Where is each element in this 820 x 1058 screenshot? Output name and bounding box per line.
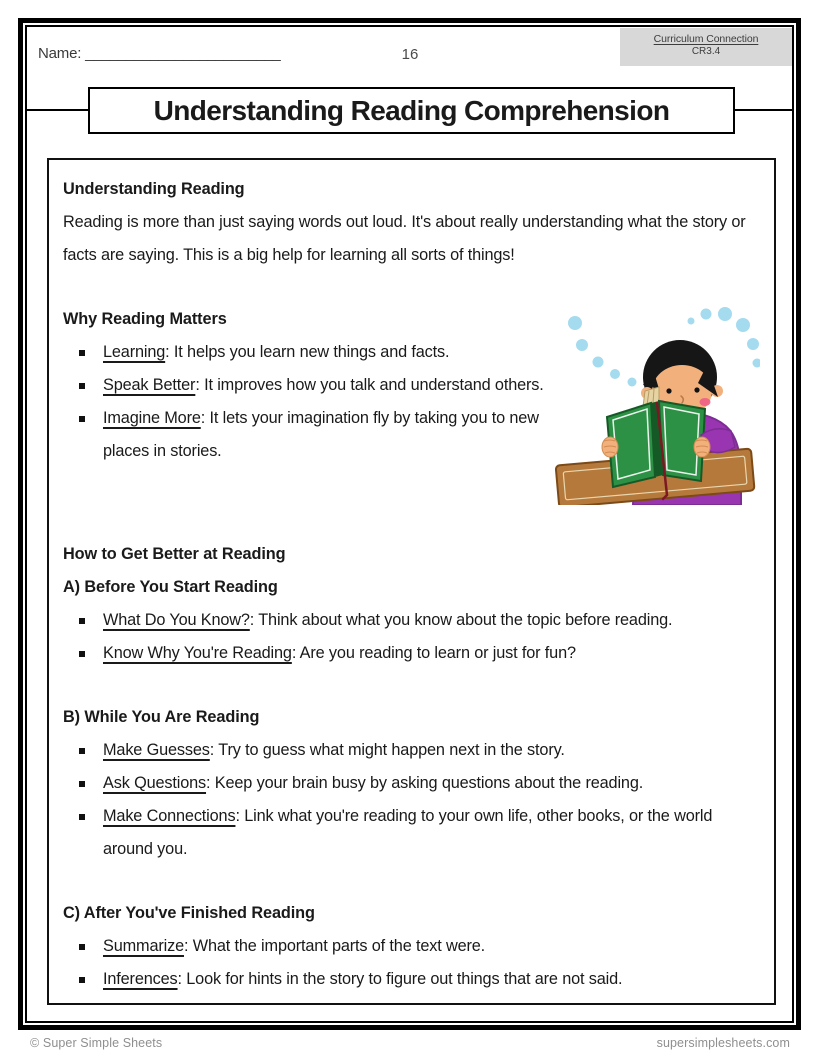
list-item [63,369,549,402]
why-section [63,303,760,468]
bullet-text: : Are you reading to learn or just for fun? [291,644,576,662]
spacer [63,670,760,701]
bullet-term: What Do You Know? [103,611,250,629]
bullet-text: : Try to guess what might happen next in the story. [209,741,565,759]
subsection-b-list [63,734,760,866]
list-item [63,963,760,996]
intro-heading: Understanding Reading [63,180,245,198]
bullet-text: : Link what you're reading to your own life, other books, or the world around you. [103,807,713,858]
intro-paragraph: Reading is more than just saying words out loud. It's about really understanding what the story or facts are saying. This is a big help for learning all sorts of things! [63,213,746,264]
bullet-text: : Look for hints in the story to figure out things that are not said. [177,970,623,988]
list-item [63,402,549,468]
curriculum-badge-code: CR3.4 [691,46,721,57]
why-heading: Why Reading Matters [63,310,227,328]
boy-reading-illustration [555,307,760,505]
bullet-term: Make Guesses [103,741,210,759]
subsection-a-heading: A) Before You Start Reading [63,578,278,596]
subsection-b-heading: B) While You Are Reading [63,708,260,726]
website-link[interactable]: supersimplesheets.com [656,1036,790,1050]
how-heading: How to Get Better at Reading [63,545,286,563]
bullet-text: : It improves how you talk and understand others. [195,376,544,394]
bullet-term: Learning [103,343,166,361]
spacer [63,507,760,538]
list-item [63,336,549,369]
bullet-term: Ask Questions [103,774,207,792]
page-number: 16 [401,46,419,63]
page-title [88,87,735,134]
subsection-c-heading: C) After You've Finished Reading [63,904,315,922]
page-title-text: Understanding Reading Comprehension [153,94,670,126]
bullet-text: : Think about what you know about the topic before reading. [249,611,673,629]
list-item [63,734,760,767]
name-label: Name: [38,45,82,62]
subsection-a-list [63,604,760,670]
spacer [63,272,760,303]
bullet-term: Summarize [103,937,184,955]
name-line [38,45,281,62]
bullet-term: Imagine More [103,409,201,427]
bullet-text: : What the important parts of the text were. [183,937,486,955]
bullet-term: Make Connections [103,807,236,825]
name-blank: ________________________ [85,45,281,62]
list-item [63,637,760,670]
content-box [47,158,776,1005]
spacer [63,866,760,897]
list-item [63,767,760,800]
bullet-term: Know Why You're Reading [103,644,292,662]
bullet-text: : It lets your imagination fly by taking you to new places in stories. [103,409,539,460]
list-item [63,800,760,866]
list-item [63,930,760,963]
subsection-c-list [63,930,760,996]
bullet-term: Speak Better [103,376,196,394]
page-footer [30,1036,790,1050]
bullet-text: : It helps you learn new things and facts. [165,343,450,361]
curriculum-badge [620,28,792,66]
bullet-text: : Keep your brain busy by asking questions about the reading. [206,774,644,792]
bullet-term: Inferences [103,970,178,988]
curriculum-badge-title: Curriculum Connection [653,33,759,45]
list-item [63,604,760,637]
copyright-text: © Super Simple Sheets [30,1036,163,1050]
